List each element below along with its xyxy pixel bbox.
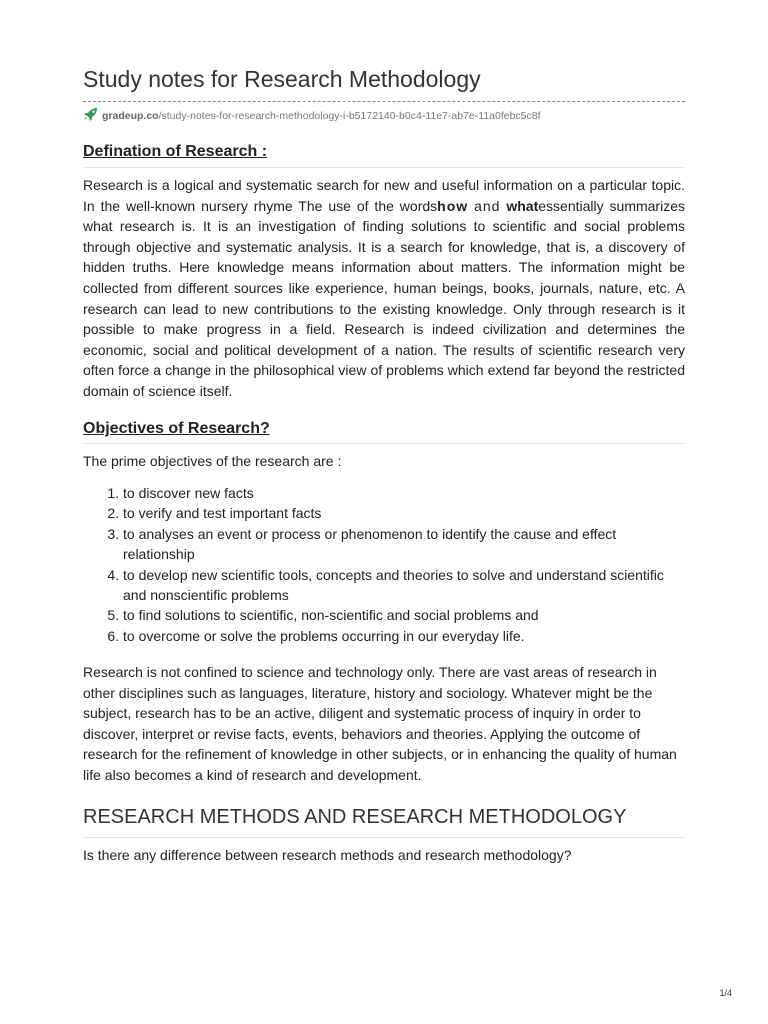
word-what: what — [506, 197, 539, 214]
word-and: and — [474, 197, 501, 214]
source-path: /study-notes-for-research-methodology-i-b5172140-b0c4-11e7-ab7e-11a0febc5c8f — [158, 109, 541, 122]
list-item: 4. to develop new scientific tools, concepts and theories to solve and understand scientific and nonscientific problems — [123, 565, 685, 606]
definition-text-end: essentially summarizes what research is. It is an investigation of finding solutions to scientific and social problems through objective and systematic analysis. It is a search for knowledge, that is, a discovery of hidden truths. Here knowledge means information about matters. The information might be collected from different sources like experience, human beings, books, journals, nature, etc. A research can lead to new contributions to the existing knowledge. Only through research is it possible to make progress in a field. Research is indeed civilization and determines the economic, social and political development of a nation. The results of scientific research very often force a change in the philosophical view of problems which extend far beyond the restricted domain of science itself. — [83, 197, 685, 399]
list-item: 5. to find solutions to scientific, non-scientific and social problems and — [123, 605, 685, 625]
word-how: how — [437, 197, 469, 214]
objectives-closing-paragraph: Research is not confined to science and technology only. There are vast areas of research in other disciplines such as languages, literature, history and sociology. Whatever might be the subject, research has to be an active, diligent and systematic process of inquiry in order to discover, interpret or revise facts, events, behaviors and theories. Applying the outcome of research for the refinement of knowledge in other subjects, or in enhancing the quality of human life also becomes a kind of research and development. — [83, 664, 677, 783]
page-title: Study notes for Research Methodology — [83, 66, 481, 92]
title-divider — [83, 101, 685, 102]
page-number: 1/4 — [719, 988, 732, 998]
list-item: 2. to verify and test important facts — [123, 503, 685, 523]
definition-heading-divider — [83, 167, 685, 168]
methods-heading: RESEARCH METHODS AND RESEARCH METHODOLOGY — [83, 806, 627, 828]
objectives-heading-divider — [83, 443, 685, 444]
methods-heading-divider — [83, 837, 685, 838]
definition-heading: Defination of Research : — [83, 143, 268, 160]
list-item: 1. to discover new facts — [123, 483, 685, 503]
list-item: 6. to overcome or solve the problems occurring in our everyday life. — [123, 626, 685, 646]
rocket-icon — [83, 107, 102, 124]
definition-text-start: Research is a logical and systematic search for new and useful information on a particular topic. In the well-known nursery rhyme The use of the words — [83, 177, 685, 214]
source-domain: gradeup.co — [102, 109, 159, 122]
methods-question: Is there any difference between research methods and research methodology? — [83, 847, 572, 863]
list-item: 3. to analyses an event or process or phenomenon to identify the cause and effect relationship — [123, 524, 685, 565]
objectives-list — [83, 483, 685, 646]
objectives-intro: The prime objectives of the research are : — [83, 453, 342, 469]
source-link[interactable] — [83, 107, 541, 124]
definition-paragraph — [83, 175, 685, 402]
objectives-heading: Objectives of Research? — [83, 420, 270, 437]
